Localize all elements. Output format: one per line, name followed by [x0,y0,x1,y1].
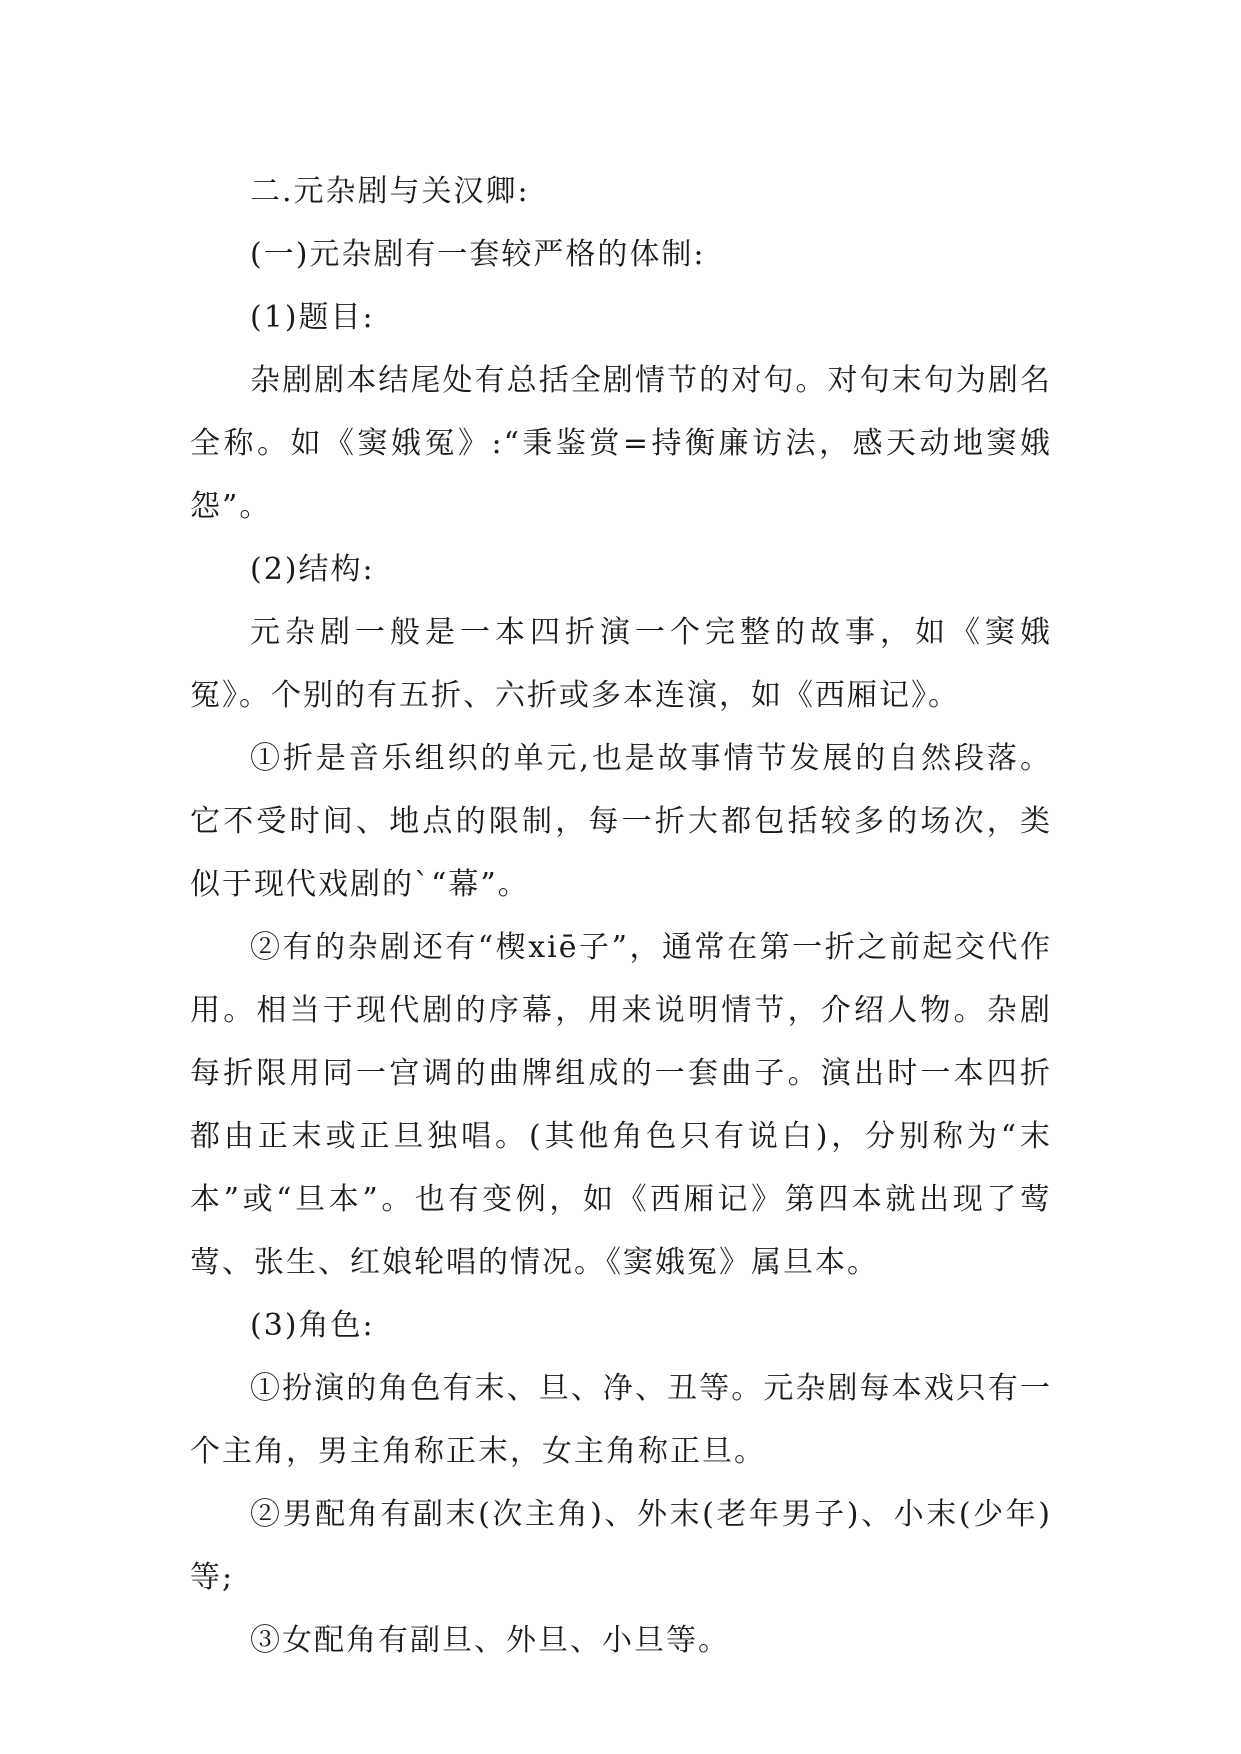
paragraph-title-description: 杂剧剧本结尾处有总括全剧情节的对句。对句末句为剧名全称。如《窦娥冤》:“秉鉴赏=持衡廉访法，感天动地窦娥怨”。 [190,363,1052,524]
paragraph-zhe-description: ①折是音乐组织的单元,也是故事情节发展的自然段落。它不受时间、地点的限制，每一折大都包括较多的场次，类似于现代戏剧的`“幕”。 [190,741,1052,902]
section-heading: 二.元杂剧与关汉卿: [250,174,530,209]
paragraph-roles-male-supporting: ②男配角有副末(次主角)、外末(老年男子)、小末(少年)等; [190,1497,1052,1595]
document-body [190,160,1052,1672]
item-heading-structure: (2)结构: [250,552,375,587]
subsection-heading: (一)元杂剧有一套较严格的体制: [250,237,706,272]
item-heading-roles: (3)角色: [250,1308,375,1343]
paragraph-roles-female-supporting: ③女配角有副旦、外旦、小旦等。 [250,1623,730,1658]
paragraph-roles-main: ①扮演的角色有末、旦、净、丑等。元杂剧每本戏只有一个主角，男主角称正末，女主角称正旦。 [190,1371,1052,1469]
paragraph-xiezi-description: ②有的杂剧还有“楔xiē子”，通常在第一折之前起交代作用。相当于现代剧的序幕，用来说明情节，介绍人物。杂剧每折限用同一宫调的曲牌组成的一套曲子。演出时一本四折都由正末或正旦独唱。(其他角色只有说白)，分别称为“末本”或“旦本”。也有变例，如《西厢记》第四本就出现了莺莺、张生、红娘轮唱的情况。《窦娥冤》属旦本。 [190,930,1052,1280]
paragraph-structure-description: 元杂剧一般是一本四折演一个完整的故事，如《窦娥冤》。个别的有五折、六折或多本连演，如《西厢记》。 [190,615,1052,713]
item-heading-title: (1)题目: [250,300,375,335]
